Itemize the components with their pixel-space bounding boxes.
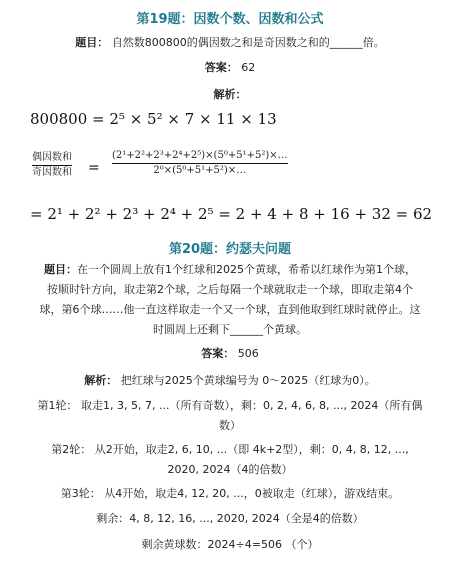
even-factor-sum-label: 偶因数和 [32, 152, 72, 163]
odd-factor-sum-label: 奇因数和 [32, 167, 72, 178]
q19-answer-label: 答案： [204, 61, 238, 74]
q20-title: 第20题：约瑟夫问题 [168, 242, 292, 257]
q20-question-label: 题目： [44, 263, 77, 276]
q19-factorization: 800800 = 2⁵ × 5² × 7 × 11 × 13 [30, 110, 277, 128]
q19-question [0, 32, 460, 54]
q20-answer-label: 答案： [201, 347, 235, 360]
q20-question-line-2: 按顺时针方向，取走第2个球，之后每隔一个球就取走一个球，即取走第4个 [47, 283, 413, 296]
q19-question-text: 自然数800800的偶因数之和是奇因数之和的______倍。 [111, 36, 385, 49]
q20-answer-value: 506 [237, 347, 259, 360]
q20-round-1: 第1轮： 取走1, 3, 5, 7, ...（所有奇数），剩：0, 2, 4, 6, 8, ..., 2024（所有偶 数） [37, 399, 423, 432]
q20-analysis-text: 把红球与2025个黄球编号为 0～2025（红球为0）。 [120, 374, 376, 387]
q20-question [14, 260, 446, 340]
q20-remaining: 剩余：4, 8, 12, 16, ..., 2020, 2024（全是4的倍数） [96, 512, 364, 525]
q19-ratio-expression [112, 150, 288, 177]
q20-analysis-label: 解析： [84, 374, 118, 387]
fraction-bar [32, 165, 72, 166]
q19-title: 第19题：因数个数、因数和公式 [136, 12, 324, 27]
q20-round-2: 第2轮： 从2开始，取走2, 6, 10, ...（即 4k+2型），剩：0, 4, 8, 12, ..., 2020, 2024（4的倍数） [51, 443, 409, 476]
q19-ratio-label [32, 152, 72, 179]
q20-question-line-1: 题目：在一个圆周上放有1个红球和2025个黄球，希希以红球作为第1个球， [44, 263, 416, 276]
q20-question-line-4: 时圆周上还剩下______个黄球。 [153, 323, 307, 336]
q19-result: = 2¹ + 2² + 2³ + 2⁴ + 2⁵ = 2 + 4 + 8 + 16 + 32 = 62 [30, 205, 433, 223]
q20-round-3: 第3轮： 从4开始，取走4, 12, 20, ...，0被取走（红球），游戏结束。 [60, 487, 400, 500]
equals-sign: = [88, 160, 100, 176]
q19-answer [0, 57, 460, 79]
ratio-numerator: (2¹+2²+2³+2⁴+2⁵)×(5⁰+5¹+5²)×… [112, 150, 288, 161]
ratio-denominator: 2⁰×(5⁰+5¹+5²)×… [153, 165, 247, 176]
q20-count: 剩余黄球数：2024÷4=506 （个） [141, 538, 319, 551]
fraction-bar [112, 163, 288, 164]
q19-answer-value: 62 [241, 61, 256, 74]
q20-answer [0, 343, 460, 365]
q19-question-label: 题目： [75, 36, 109, 49]
q19-analysis-label: 解析： [213, 88, 247, 101]
q20-analysis [0, 370, 460, 392]
q20-question-line-3: 球，第6个球……他一直这样取走一个又一个球，直到他取到红球时就停止。这 [39, 303, 421, 316]
